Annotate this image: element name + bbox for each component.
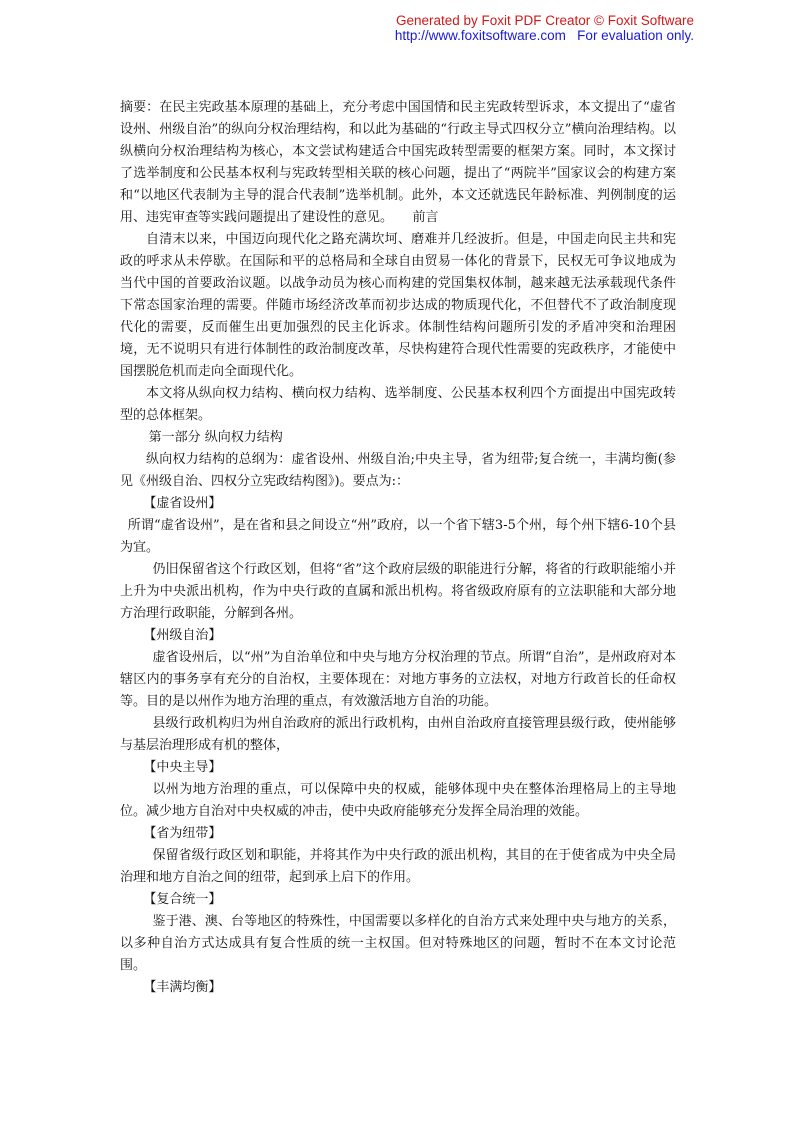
section-title-sheng-wei-niu-dai: 【省为纽带】	[143, 826, 222, 841]
section-title-fu-he-tong-yi: 【复合统一】	[143, 892, 222, 907]
section-title-xu-sheng-she-zhou: 【虚省设州】	[143, 496, 222, 511]
section1-paragraph-1: 所谓“虚省设州”，是在省和县之间设立“州”政府，以一个省下辖3-5个州，每个州下辖6-10个县为宜。	[120, 518, 676, 555]
evaluation-watermark	[395, 13, 694, 43]
section3-paragraph-1: 以州为地方治理的重点，可以保障中央的权威，能够体现中央在整体治理格局上的主导地位。减少地方自治对中央权威的冲击，使中央政府能够充分发挥全局治理的效能。	[120, 782, 676, 819]
section4-paragraph-1: 保留省级行政区划和职能，并将其作为中央行政的派出机构，其目的在于使省成为中央全局治理和地方自治之间的纽带，起到承上启下的作用。	[120, 848, 676, 885]
intro-paragraph-2: 本文将从纵向权力结构、横向权力结构、选举制度、公民基本权利四个方面提出中国宪政转型的总体框架。	[120, 386, 676, 423]
section-title-feng-man-jun-heng: 【丰满均衡】	[143, 980, 222, 995]
abstract-paragraph: 摘要：在民主宪政基本原理的基础上，充分考虑中国国情和民主宪政转型诉求，本文提出了“虚省设州、州级自治”的纵向分权治理结构，和以此为基础的“行政主导式四权分立”横向治理结构。以纵横向分权治理结构为核心，本文尝试构建适合中国宪政转型需要的框架方案。同时，本文探讨了选举制度和公民基本权利与宪政转型相关联的核心问题，提出了“两院半”国家议会的构建方案和“以地区代表制为主导的混合代表制”选举机制。此外，本文还就选民年龄标准、判例制度的运用、违宪审查等实践问题提出了建设性的意见。 前言	[120, 100, 676, 225]
intro-paragraph-1: 自清末以来，中国迈向现代化之路充满坎坷、磨难并几经波折。但是，中国走向民主共和宪政的呼求从未停歇。在国际和平的总格局和全球自由贸易一体化的背景下，民权无可争议地成为当代中国的首要政治议题。以战争动员为核心而构建的党国集权体制，越来越无法承载现代条件下常态国家治理的需要。伴随市场经济改革而初步达成的物质现代化，不但替代不了政治制度现代化的需要，反而催生出更加强烈的民主化诉求。体制性结构问题所引发的矛盾冲突和治理困境，无不说明只有进行体制性的政治制度改革，尽快构建符合现代性需要的宪政秩序，才能使中国摆脱危机而走向全面现代化。	[120, 232, 676, 379]
part1-summary: 纵向权力结构的总纲为：虚省设州、州级自治;中央主导，省为纽带;复合统一，丰满均衡(参见《州级自治、四权分立宪政结构图》)。要点为:：	[120, 452, 676, 489]
section-title-zhou-ji-zi-zhi: 【州级自治】	[143, 628, 222, 643]
watermark-generator-line: Generated by Foxit PDF Creator © Foxit Software	[395, 13, 694, 28]
section2-paragraph-2: 县级行政机构归为州自治政府的派出行政机构，由州自治政府直接管理县级行政，使州能够与基层治理形成有机的整体，	[120, 716, 676, 753]
document-body	[120, 97, 676, 999]
section-title-zhong-yang-zhu-dao: 【中央主导】	[143, 760, 222, 775]
section1-paragraph-2: 仍旧保留省这个行政区划，但将“省”这个政府层级的职能进行分解，将省的行政职能缩小并上升为中央派出机构，作为中央行政的直属和派出机构。将省级政府原有的立法职能和大部分地方治理行政职能，分解到各州。	[120, 562, 676, 621]
watermark-url-line: http://www.foxitsoftware.com For evaluation only.	[394, 28, 694, 43]
section2-paragraph-1: 虚省设州后，以“州”为自治单位和中央与地方分权治理的节点。所谓“自治”，是州政府对本辖区内的事务享有充分的自治权，主要体现在：对地方事务的立法权，对地方行政首长的任命权等。目的是以州作为地方治理的重点，有效激活地方自治的功能。	[120, 650, 676, 709]
part1-heading: 第一部分 纵向权力结构	[148, 430, 283, 445]
section5-paragraph-1: 鉴于港、澳、台等地区的特殊性，中国需要以多样化的自治方式来处理中央与地方的关系，以多种自治方式达成具有复合性质的统一主权国。但对特殊地区的问题，暂时不在本文讨论范围。	[120, 914, 676, 973]
